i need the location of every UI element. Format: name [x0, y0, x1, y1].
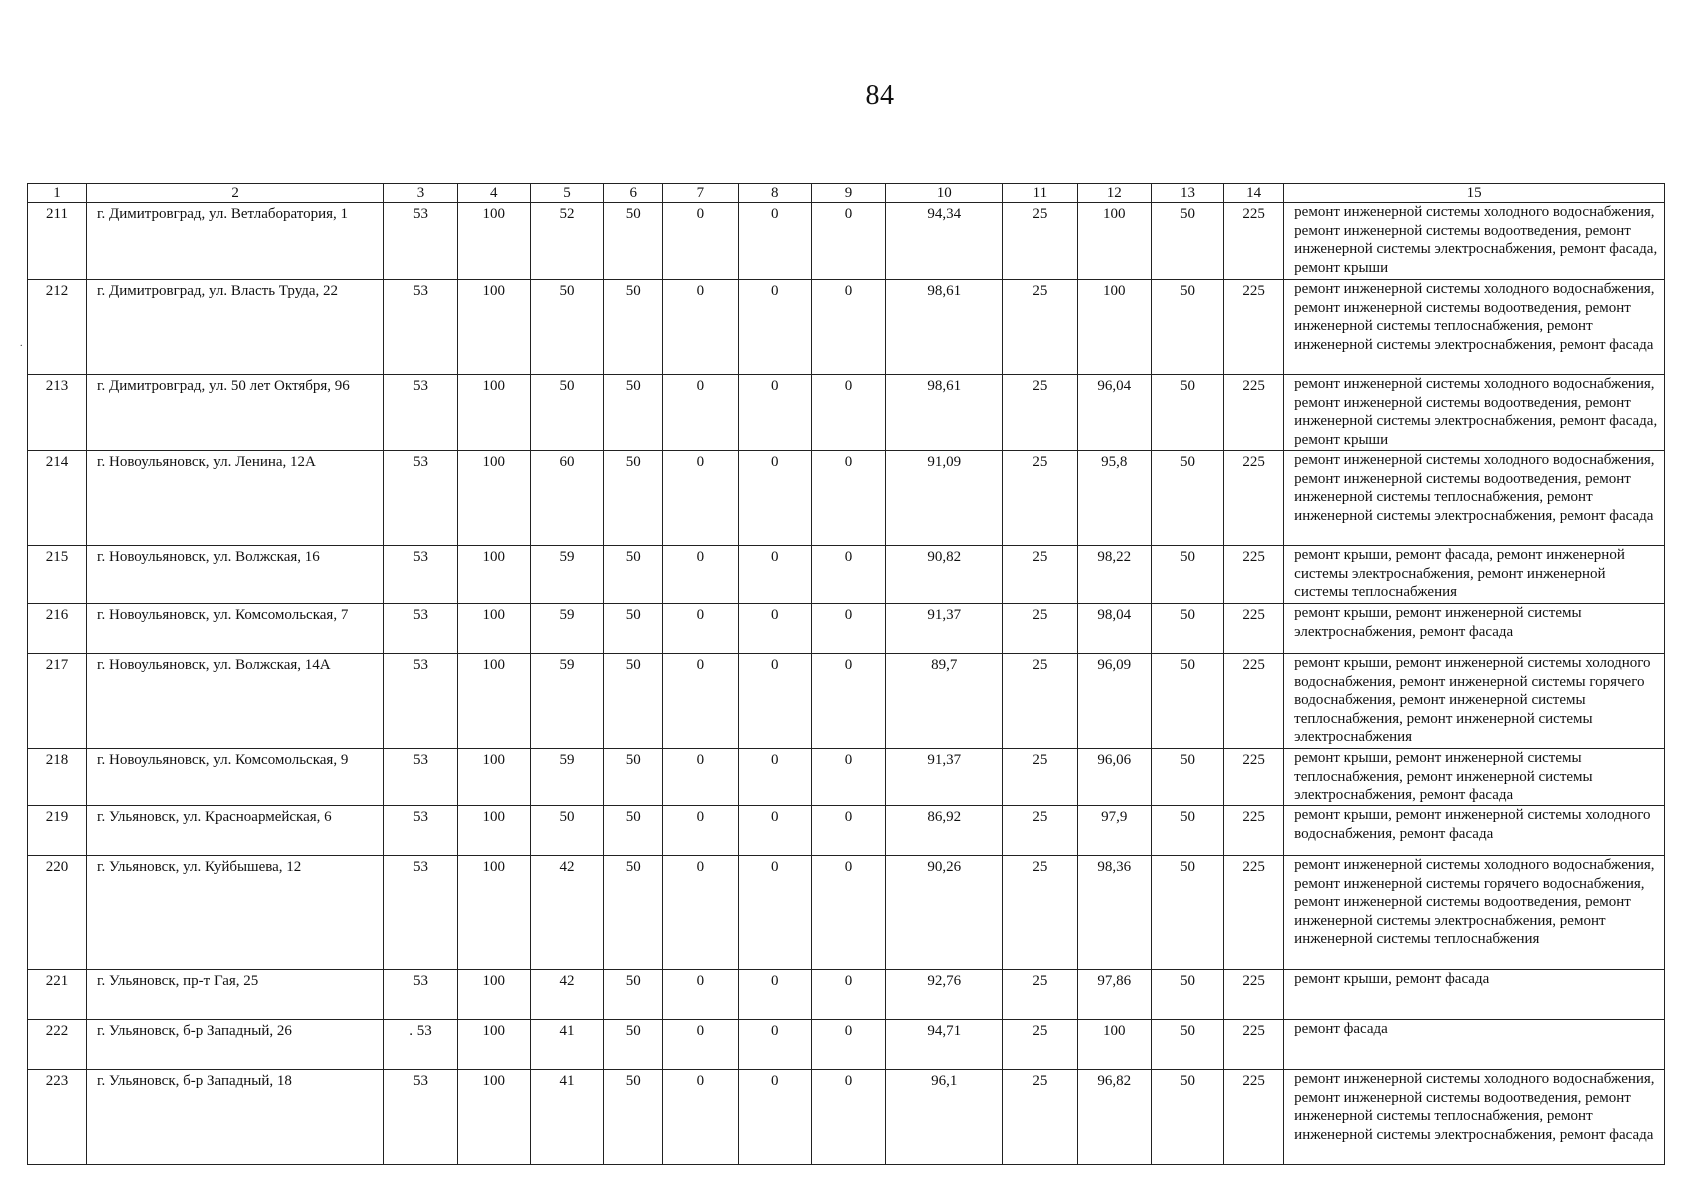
col-10-value: 96,1 [886, 1070, 1003, 1165]
col-6-value: 50 [604, 970, 663, 1020]
col-7-value: 0 [663, 1020, 738, 1070]
row-number: 211 [28, 203, 87, 280]
col-3-value: . 53 [384, 1020, 457, 1070]
col-11-value: 25 [1003, 806, 1077, 856]
col-13-value: 50 [1151, 654, 1223, 749]
col-6-value: 50 [604, 546, 663, 604]
address: г. Ульяновск, ул. Красноармейская, 6 [87, 806, 384, 856]
col-5-value: 50 [530, 280, 603, 375]
col-10-value: 91,09 [886, 451, 1003, 546]
col-4-value: 100 [457, 546, 530, 604]
col-5-value: 59 [530, 604, 603, 654]
col-9-value: 0 [811, 970, 885, 1020]
col-14-value: 225 [1224, 546, 1284, 604]
col-6-value: 50 [604, 280, 663, 375]
col-5-value: 42 [530, 856, 603, 970]
row-number: 212 [28, 280, 87, 375]
col-5-value: 59 [530, 546, 603, 604]
col-4-value: 100 [457, 1070, 530, 1165]
col-7-value: 0 [663, 280, 738, 375]
col-6-value: 50 [604, 856, 663, 970]
col-14-value: 225 [1224, 856, 1284, 970]
col-12-value: 100 [1077, 280, 1151, 375]
col-11-value: 25 [1003, 604, 1077, 654]
column-header: 5 [530, 184, 603, 203]
col-9-value: 0 [811, 203, 885, 280]
table-row [28, 749, 1665, 806]
col-4-value: 100 [457, 375, 530, 451]
col-6-value: 50 [604, 1020, 663, 1070]
col-4-value: 100 [457, 280, 530, 375]
col-14-value: 225 [1224, 806, 1284, 856]
col-7-value: 0 [663, 604, 738, 654]
col-6-value: 50 [604, 451, 663, 546]
column-header: 8 [738, 184, 811, 203]
row-number: 219 [28, 806, 87, 856]
col-4-value: 100 [457, 1020, 530, 1070]
col-14-value: 225 [1224, 1020, 1284, 1070]
col-11-value: 25 [1003, 856, 1077, 970]
row-number: 223 [28, 1070, 87, 1165]
col-6-value: 50 [604, 1070, 663, 1165]
col-5-value: 52 [530, 203, 603, 280]
col-14-value: 225 [1224, 280, 1284, 375]
col-6-value: 50 [604, 375, 663, 451]
col-9-value: 0 [811, 856, 885, 970]
col-3-value: 53 [384, 604, 457, 654]
col-10-value: 91,37 [886, 749, 1003, 806]
col-12-value: 100 [1077, 203, 1151, 280]
col-4-value: 100 [457, 856, 530, 970]
col-14-value: 225 [1224, 604, 1284, 654]
col-7-value: 0 [663, 1070, 738, 1165]
col-6-value: 50 [604, 749, 663, 806]
col-7-value: 0 [663, 451, 738, 546]
col-6-value: 50 [604, 806, 663, 856]
col-11-value: 25 [1003, 375, 1077, 451]
col-13-value: 50 [1151, 1070, 1223, 1165]
col-4-value: 100 [457, 203, 530, 280]
column-header: 4 [457, 184, 530, 203]
row-number: 218 [28, 749, 87, 806]
works-list: ремонт инженерной системы холодного водоснабжения, ремонт инженерной системы водоотведения, ремонт инженерной системы электроснабжения, ремонт фасада, ремонт крыши [1284, 375, 1665, 451]
col-7-value: 0 [663, 546, 738, 604]
col-6-value: 50 [604, 604, 663, 654]
column-header: 11 [1003, 184, 1077, 203]
registry-table [27, 183, 1665, 1165]
address: г. Новоульяновск, ул. Волжская, 14А [87, 654, 384, 749]
col-12-value: 97,9 [1077, 806, 1151, 856]
col-13-value: 50 [1151, 970, 1223, 1020]
col-12-value: 96,06 [1077, 749, 1151, 806]
table-row [28, 1020, 1665, 1070]
col-11-value: 25 [1003, 749, 1077, 806]
scan-mark: . [20, 338, 23, 349]
col-13-value: 50 [1151, 749, 1223, 806]
col-7-value: 0 [663, 749, 738, 806]
col-13-value: 50 [1151, 280, 1223, 375]
col-8-value: 0 [738, 1020, 811, 1070]
works-list: ремонт крыши, ремонт инженерной системы электроснабжения, ремонт фасада [1284, 604, 1665, 654]
row-number: 222 [28, 1020, 87, 1070]
col-13-value: 50 [1151, 546, 1223, 604]
col-8-value: 0 [738, 203, 811, 280]
table-row [28, 280, 1665, 375]
col-13-value: 50 [1151, 451, 1223, 546]
header-row [28, 184, 1665, 203]
col-3-value: 53 [384, 1070, 457, 1165]
address: г. Новоульяновск, ул. Комсомольская, 9 [87, 749, 384, 806]
works-list: ремонт крыши, ремонт фасада [1284, 970, 1665, 1020]
col-6-value: 50 [604, 654, 663, 749]
column-header: 9 [811, 184, 885, 203]
col-9-value: 0 [811, 280, 885, 375]
column-header: 12 [1077, 184, 1151, 203]
works-list: ремонт инженерной системы холодного водоснабжения, ремонт инженерной системы горячего водоснабжения, ремонт инженерной системы водоотведения, ремонт инженерной системы электроснабжения, ремонт инженерной системы теплоснабжения [1284, 856, 1665, 970]
address: г. Новоульяновск, ул. Волжская, 16 [87, 546, 384, 604]
col-4-value: 100 [457, 451, 530, 546]
works-list: ремонт крыши, ремонт инженерной системы холодного водоснабжения, ремонт инженерной системы горячего водоснабжения, ремонт инженерной системы теплоснабжения, ремонт инженерной системы электроснабжения [1284, 654, 1665, 749]
col-5-value: 59 [530, 749, 603, 806]
col-10-value: 90,82 [886, 546, 1003, 604]
col-11-value: 25 [1003, 280, 1077, 375]
col-10-value: 98,61 [886, 375, 1003, 451]
col-4-value: 100 [457, 749, 530, 806]
col-13-value: 50 [1151, 375, 1223, 451]
works-list: ремонт крыши, ремонт фасада, ремонт инженерной системы электроснабжения, ремонт инженерной системы теплоснабжения [1284, 546, 1665, 604]
works-list: ремонт инженерной системы холодного водоснабжения, ремонт инженерной системы водоотведения, ремонт инженерной системы электроснабжения, ремонт фасада, ремонт крыши [1284, 203, 1665, 280]
col-12-value: 96,04 [1077, 375, 1151, 451]
col-8-value: 0 [738, 1070, 811, 1165]
col-8-value: 0 [738, 856, 811, 970]
col-5-value: 60 [530, 451, 603, 546]
address: г. Ульяновск, б-р Западный, 18 [87, 1070, 384, 1165]
col-3-value: 53 [384, 806, 457, 856]
col-10-value: 89,7 [886, 654, 1003, 749]
col-9-value: 0 [811, 451, 885, 546]
col-5-value: 50 [530, 806, 603, 856]
table-row [28, 806, 1665, 856]
col-10-value: 94,34 [886, 203, 1003, 280]
col-5-value: 59 [530, 654, 603, 749]
col-13-value: 50 [1151, 806, 1223, 856]
col-11-value: 25 [1003, 546, 1077, 604]
column-header: 10 [886, 184, 1003, 203]
address: г. Димитровград, ул. 50 лет Октября, 96 [87, 375, 384, 451]
col-9-value: 0 [811, 654, 885, 749]
col-7-value: 0 [663, 375, 738, 451]
col-3-value: 53 [384, 546, 457, 604]
works-list: ремонт инженерной системы холодного водоснабжения, ремонт инженерной системы водоотведения, ремонт инженерной системы теплоснабжения, ремонт инженерной системы электроснабжения, ремонт фасада [1284, 451, 1665, 546]
page-number: 84 [865, 80, 895, 111]
works-list: ремонт инженерной системы холодного водоснабжения, ремонт инженерной системы водоотведения, ремонт инженерной системы теплоснабжения, ремонт инженерной системы электроснабжения, ремонт фасада [1284, 280, 1665, 375]
col-13-value: 50 [1151, 604, 1223, 654]
col-7-value: 0 [663, 856, 738, 970]
col-14-value: 225 [1224, 970, 1284, 1020]
col-8-value: 0 [738, 604, 811, 654]
col-14-value: 225 [1224, 654, 1284, 749]
column-header: 1 [28, 184, 87, 203]
works-list: ремонт инженерной системы холодного водоснабжения, ремонт инженерной системы водоотведения, ремонт инженерной системы теплоснабжения, ремонт инженерной системы электроснабжения, ремонт фасада [1284, 1070, 1665, 1165]
table-row [28, 375, 1665, 451]
address: г. Димитровград, ул. Власть Труда, 22 [87, 280, 384, 375]
col-10-value: 91,37 [886, 604, 1003, 654]
col-3-value: 53 [384, 970, 457, 1020]
col-11-value: 25 [1003, 654, 1077, 749]
table-row [28, 451, 1665, 546]
col-3-value: 53 [384, 654, 457, 749]
works-list: ремонт крыши, ремонт инженерной системы холодного водоснабжения, ремонт фасада [1284, 806, 1665, 856]
col-8-value: 0 [738, 749, 811, 806]
col-12-value: 100 [1077, 1020, 1151, 1070]
col-10-value: 92,76 [886, 970, 1003, 1020]
col-13-value: 50 [1151, 856, 1223, 970]
column-header: 14 [1224, 184, 1284, 203]
col-8-value: 0 [738, 806, 811, 856]
column-header: 13 [1151, 184, 1223, 203]
col-9-value: 0 [811, 375, 885, 451]
row-number: 217 [28, 654, 87, 749]
col-10-value: 90,26 [886, 856, 1003, 970]
row-number: 220 [28, 856, 87, 970]
col-12-value: 96,09 [1077, 654, 1151, 749]
col-10-value: 86,92 [886, 806, 1003, 856]
col-11-value: 25 [1003, 451, 1077, 546]
row-number: 214 [28, 451, 87, 546]
col-4-value: 100 [457, 970, 530, 1020]
col-13-value: 50 [1151, 203, 1223, 280]
col-11-value: 25 [1003, 1070, 1077, 1165]
col-7-value: 0 [663, 806, 738, 856]
col-3-value: 53 [384, 749, 457, 806]
table-row [28, 654, 1665, 749]
col-5-value: 42 [530, 970, 603, 1020]
col-10-value: 94,71 [886, 1020, 1003, 1070]
col-5-value: 41 [530, 1070, 603, 1165]
col-14-value: 225 [1224, 1070, 1284, 1165]
address: г. Димитровград, ул. Ветлаборатория, 1 [87, 203, 384, 280]
col-7-value: 0 [663, 970, 738, 1020]
col-9-value: 0 [811, 806, 885, 856]
col-9-value: 0 [811, 1070, 885, 1165]
address: г. Ульяновск, пр-т Гая, 25 [87, 970, 384, 1020]
col-7-value: 0 [663, 654, 738, 749]
address: г. Новоульяновск, ул. Комсомольская, 7 [87, 604, 384, 654]
col-4-value: 100 [457, 654, 530, 749]
col-4-value: 100 [457, 604, 530, 654]
col-8-value: 0 [738, 654, 811, 749]
column-header: 3 [384, 184, 457, 203]
col-5-value: 50 [530, 375, 603, 451]
table-row [28, 856, 1665, 970]
col-11-value: 25 [1003, 970, 1077, 1020]
table-row [28, 203, 1665, 280]
col-8-value: 0 [738, 546, 811, 604]
col-9-value: 0 [811, 1020, 885, 1070]
column-header: 15 [1284, 184, 1665, 203]
col-3-value: 53 [384, 280, 457, 375]
col-14-value: 225 [1224, 375, 1284, 451]
col-7-value: 0 [663, 203, 738, 280]
address: г. Ульяновск, ул. Куйбышева, 12 [87, 856, 384, 970]
col-8-value: 0 [738, 970, 811, 1020]
row-number: 221 [28, 970, 87, 1020]
col-3-value: 53 [384, 856, 457, 970]
col-12-value: 98,22 [1077, 546, 1151, 604]
col-12-value: 96,82 [1077, 1070, 1151, 1165]
row-number: 215 [28, 546, 87, 604]
works-list: ремонт крыши, ремонт инженерной системы теплоснабжения, ремонт инженерной системы электроснабжения, ремонт фасада [1284, 749, 1665, 806]
col-12-value: 95,8 [1077, 451, 1151, 546]
col-13-value: 50 [1151, 1020, 1223, 1070]
col-12-value: 98,36 [1077, 856, 1151, 970]
col-6-value: 50 [604, 203, 663, 280]
col-5-value: 41 [530, 1020, 603, 1070]
col-14-value: 225 [1224, 749, 1284, 806]
col-12-value: 98,04 [1077, 604, 1151, 654]
col-9-value: 0 [811, 604, 885, 654]
address: г. Ульяновск, б-р Западный, 26 [87, 1020, 384, 1070]
table-row [28, 604, 1665, 654]
table-row [28, 546, 1665, 604]
col-10-value: 98,61 [886, 280, 1003, 375]
col-3-value: 53 [384, 203, 457, 280]
table-row [28, 1070, 1665, 1165]
column-header: 7 [663, 184, 738, 203]
row-number: 216 [28, 604, 87, 654]
col-9-value: 0 [811, 749, 885, 806]
col-9-value: 0 [811, 546, 885, 604]
col-14-value: 225 [1224, 203, 1284, 280]
col-3-value: 53 [384, 375, 457, 451]
col-8-value: 0 [738, 375, 811, 451]
col-11-value: 25 [1003, 1020, 1077, 1070]
col-3-value: 53 [384, 451, 457, 546]
column-header: 2 [87, 184, 384, 203]
col-12-value: 97,86 [1077, 970, 1151, 1020]
table-row [28, 970, 1665, 1020]
col-14-value: 225 [1224, 451, 1284, 546]
column-header: 6 [604, 184, 663, 203]
row-number: 213 [28, 375, 87, 451]
address: г. Новоульяновск, ул. Ленина, 12А [87, 451, 384, 546]
col-11-value: 25 [1003, 203, 1077, 280]
works-list: ремонт фасада [1284, 1020, 1665, 1070]
col-8-value: 0 [738, 451, 811, 546]
col-8-value: 0 [738, 280, 811, 375]
col-4-value: 100 [457, 806, 530, 856]
